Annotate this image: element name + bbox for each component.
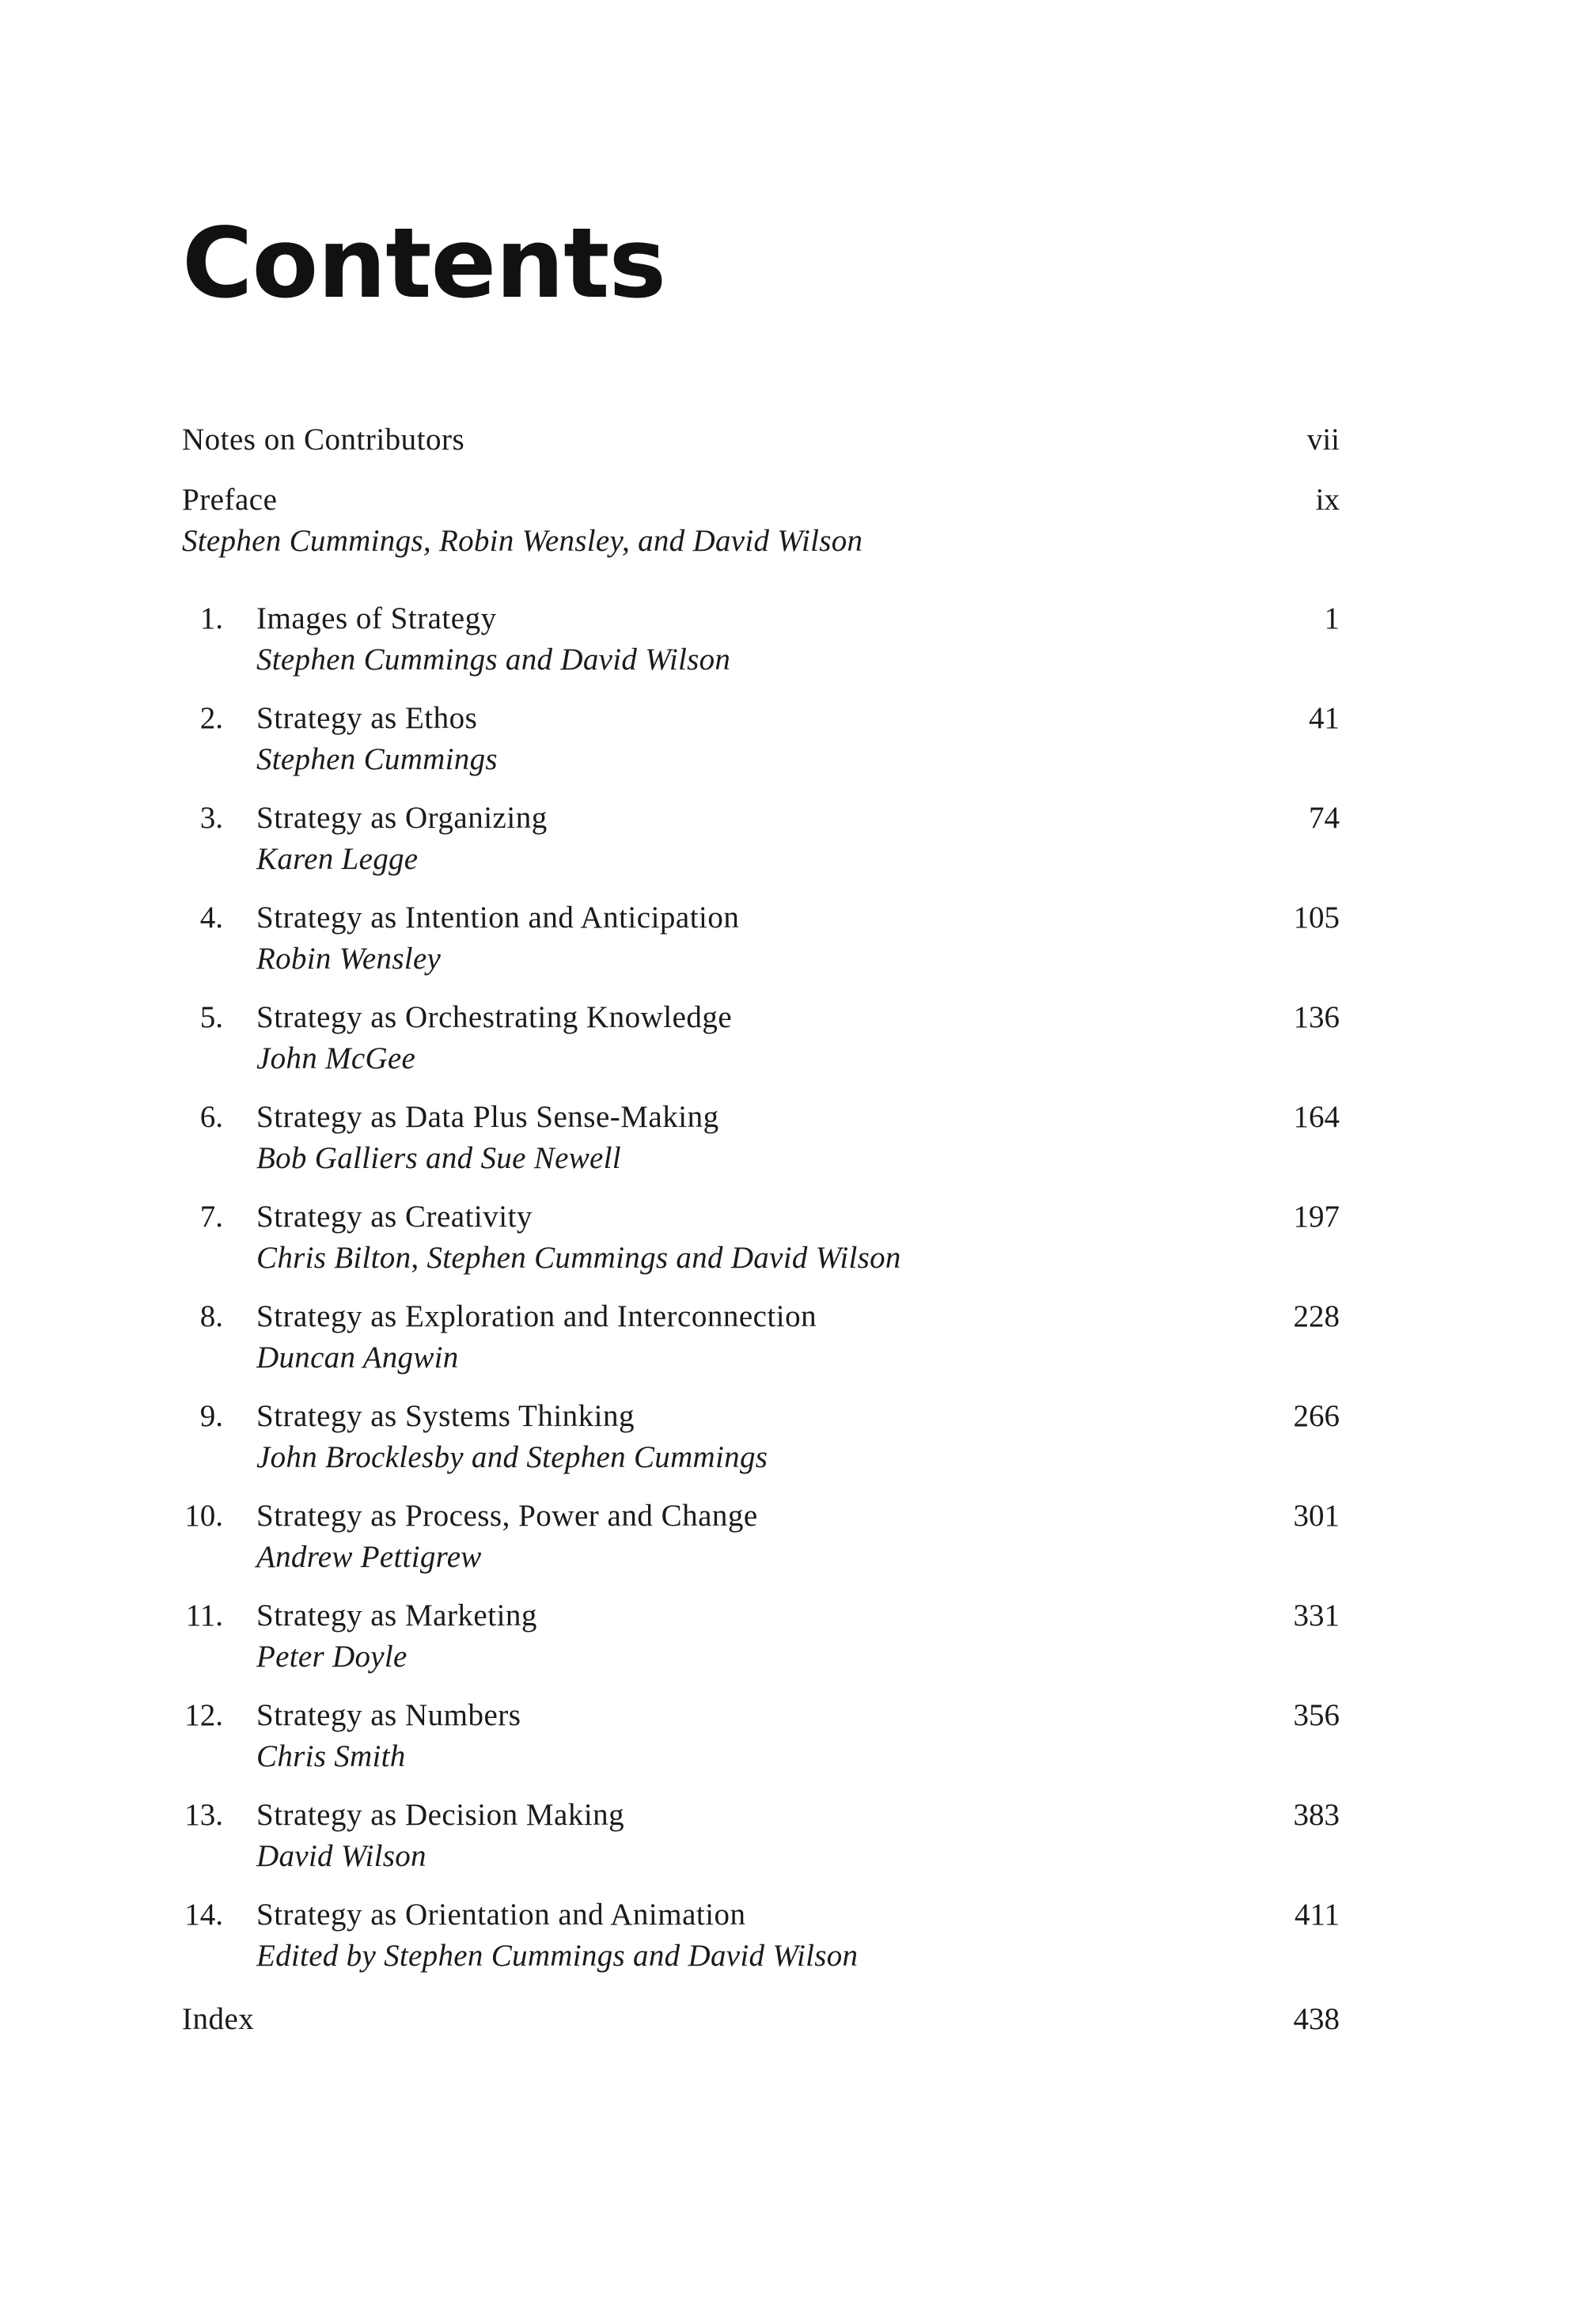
toc-chapter-6[interactable]: [182, 1097, 1340, 1179]
chapter-author: Bob Galliers and Sue Newell: [256, 1141, 621, 1175]
toc-chapter-7[interactable]: [182, 1196, 1340, 1279]
toc-entry-author: Stephen Cummings, Robin Wensley, and David Wilson: [182, 524, 863, 558]
chapter-number: 10.: [184, 1499, 223, 1533]
chapter-title: Strategy as Process, Power and Change: [256, 1499, 758, 1533]
chapter-page: 356: [1293, 1698, 1340, 1732]
chapter-author: John Brocklesby and Stephen Cummings: [256, 1440, 768, 1474]
chapter-title: Strategy as Decision Making: [256, 1798, 625, 1832]
chapter-page: 331: [1293, 1598, 1340, 1632]
toc-entry-page: vii: [1306, 423, 1340, 457]
chapter-title: Strategy as Systems Thinking: [256, 1399, 635, 1433]
chapter-title: Strategy as Organizing: [256, 801, 548, 835]
chapter-page: 1: [1324, 601, 1340, 635]
chapter-page: 74: [1309, 801, 1340, 835]
chapter-author: Chris Smith: [256, 1739, 406, 1773]
chapter-author: Karen Legge: [256, 842, 419, 876]
chapter-number: 6.: [199, 1100, 223, 1134]
toc-chapter-10[interactable]: [182, 1496, 1340, 1578]
chapter-page: 411: [1294, 1898, 1340, 1932]
chapter-page: 41: [1309, 701, 1340, 735]
toc-entry-page: ix: [1315, 483, 1340, 517]
toc-chapter-2[interactable]: [182, 698, 1340, 780]
chapter-title: Strategy as Orientation and Animation: [256, 1898, 746, 1932]
toc-entry-preface[interactable]: [182, 480, 1340, 562]
chapter-number: 3.: [199, 801, 223, 835]
toc-chapter-8[interactable]: [182, 1296, 1340, 1378]
chapter-title: Images of Strategy: [256, 601, 497, 635]
chapter-number: 2.: [199, 701, 223, 735]
page-title: Contents: [182, 207, 666, 320]
chapter-page: 301: [1293, 1499, 1340, 1533]
chapter-number: 8.: [199, 1299, 223, 1333]
chapter-title: Strategy as Numbers: [256, 1698, 521, 1732]
chapter-title: Strategy as Ethos: [256, 701, 478, 735]
chapter-number: 14.: [184, 1898, 223, 1932]
toc-chapter-12[interactable]: [182, 1695, 1340, 1777]
chapter-title: Strategy as Creativity: [256, 1200, 533, 1234]
toc-chapter-4[interactable]: [182, 897, 1340, 980]
toc-chapter-3[interactable]: [182, 798, 1340, 880]
chapter-number: 12.: [184, 1698, 223, 1732]
chapter-number: 1.: [199, 601, 223, 635]
chapter-author: Robin Wensley: [256, 942, 442, 976]
contents-page: [182, 0, 1340, 2298]
chapter-number: 11.: [185, 1598, 223, 1632]
chapter-author: Stephen Cummings and David Wilson: [256, 643, 731, 677]
chapter-page: 228: [1293, 1299, 1340, 1333]
chapter-title: Strategy as Orchestrating Knowledge: [256, 1000, 733, 1034]
chapter-page: 164: [1293, 1100, 1340, 1134]
toc-chapter-9[interactable]: [182, 1396, 1340, 1478]
toc-chapter-11[interactable]: [182, 1595, 1340, 1678]
chapter-author: Chris Bilton, Stephen Cummings and David Wilson: [256, 1241, 901, 1275]
chapter-author: John McGee: [256, 1041, 416, 1075]
toc-entry-title: Notes on Contributors: [182, 423, 465, 457]
toc-entry-title: Preface: [182, 483, 278, 517]
toc-entry-index[interactable]: [182, 1999, 1340, 2040]
toc-entry-notes-on-contributors[interactable]: [182, 419, 1340, 461]
chapter-number: 9.: [199, 1399, 223, 1433]
chapter-page: 266: [1293, 1399, 1340, 1433]
chapter-page: 383: [1293, 1798, 1340, 1832]
table-of-contents: [182, 419, 1340, 2040]
toc-entry-title: Index: [182, 2002, 255, 2036]
toc-chapter-13[interactable]: [182, 1795, 1340, 1877]
toc-entry-page: 438: [1293, 2002, 1340, 2036]
toc-chapter-14[interactable]: [182, 1894, 1340, 1977]
toc-chapter-1[interactable]: [182, 598, 1340, 681]
chapter-author: David Wilson: [256, 1839, 426, 1873]
chapter-number: 5.: [199, 1000, 223, 1034]
chapter-author: Peter Doyle: [256, 1640, 408, 1674]
chapter-page: 197: [1293, 1200, 1340, 1234]
chapter-author: Stephen Cummings: [256, 742, 498, 776]
chapter-number: 7.: [199, 1200, 223, 1234]
chapter-title: Strategy as Intention and Anticipation: [256, 901, 740, 935]
chapter-page: 136: [1293, 1000, 1340, 1034]
chapter-title: Strategy as Exploration and Interconnection: [256, 1299, 817, 1333]
toc-chapter-5[interactable]: [182, 997, 1340, 1079]
chapter-author: Andrew Pettigrew: [256, 1540, 482, 1574]
chapter-author: Duncan Angwin: [256, 1340, 459, 1375]
chapter-page: 105: [1293, 901, 1340, 935]
chapter-title: Strategy as Marketing: [256, 1598, 537, 1632]
chapter-title: Strategy as Data Plus Sense-Making: [256, 1100, 719, 1134]
chapter-author: Edited by Stephen Cummings and David Wilson: [256, 1939, 859, 1973]
chapter-number: 4.: [199, 901, 223, 935]
chapter-number: 13.: [184, 1798, 223, 1832]
